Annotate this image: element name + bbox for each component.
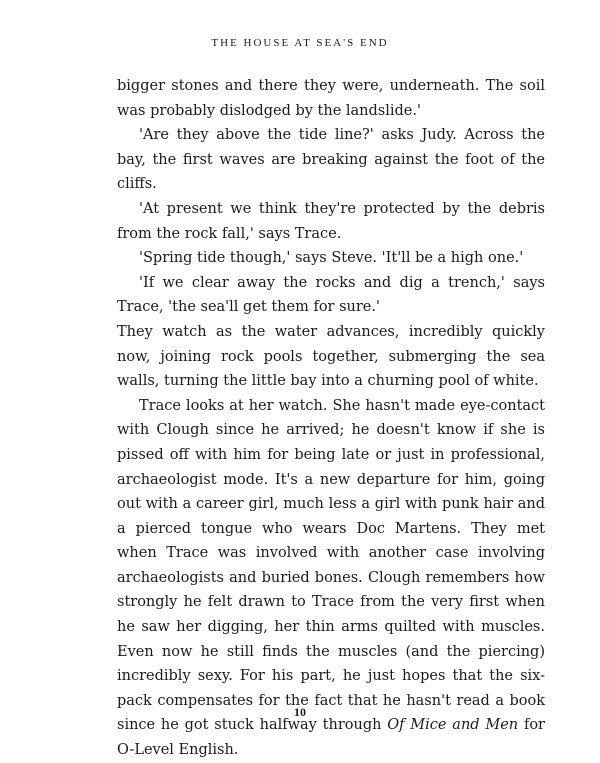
body-text <box>117 74 545 763</box>
paragraph: bigger stones and there they were, underneath. The soil was probably dislodged by the landslide.' <box>117 78 545 119</box>
running-head: THE HOUSE AT SEA'S END <box>211 37 389 49</box>
paragraph-text: Trace looks at her watch. She hasn't made eye-contact with Clough since he arrived; he doesn't know if she is pissed off with him for being late or just in professional, archaeologist mode. It's a new departure for him, going out with a career girl, much less a girl with punk hair and a pierced tongue who wears Doc Martens. They met when Trace was involved with another case involving archaeologists and buried bones. Clough remembers how strongly he felt drawn to Trace from the very first when he saw her digging, her thin arms quilted with muscles. Even now he still finds the muscles (and the piercing) incredibly sexy. For his part, he just hopes that the six-pack compensates for the fact that he hasn't read a book since he got stuck halfway through <box>117 397 545 734</box>
paragraph: They watch as the water advances, incredibly quickly now, joining rock pools together, submerging the sea walls, turning the little bay into a churning pool of white. <box>117 323 545 390</box>
paragraph-text-end: for O-Level English. <box>117 717 545 759</box>
page-number: 10 <box>294 705 306 719</box>
paragraph: 'If we clear away the rocks and dig a trench,' says Trace, 'the sea'll get them for sure.' <box>117 274 545 316</box>
paragraph: 'Spring tide though,' says Steve. 'It'll be a high one.' <box>139 250 524 267</box>
paragraph: 'Are they above the tide line?' asks Judy. Across the bay, the first waves are breaking against the foot of the cliffs. <box>117 127 545 193</box>
paragraph: 'At present we think they're protected by the debris from the rock fall,' says Trace. <box>117 200 545 242</box>
book-title: Of Mice and Men <box>387 717 519 734</box>
